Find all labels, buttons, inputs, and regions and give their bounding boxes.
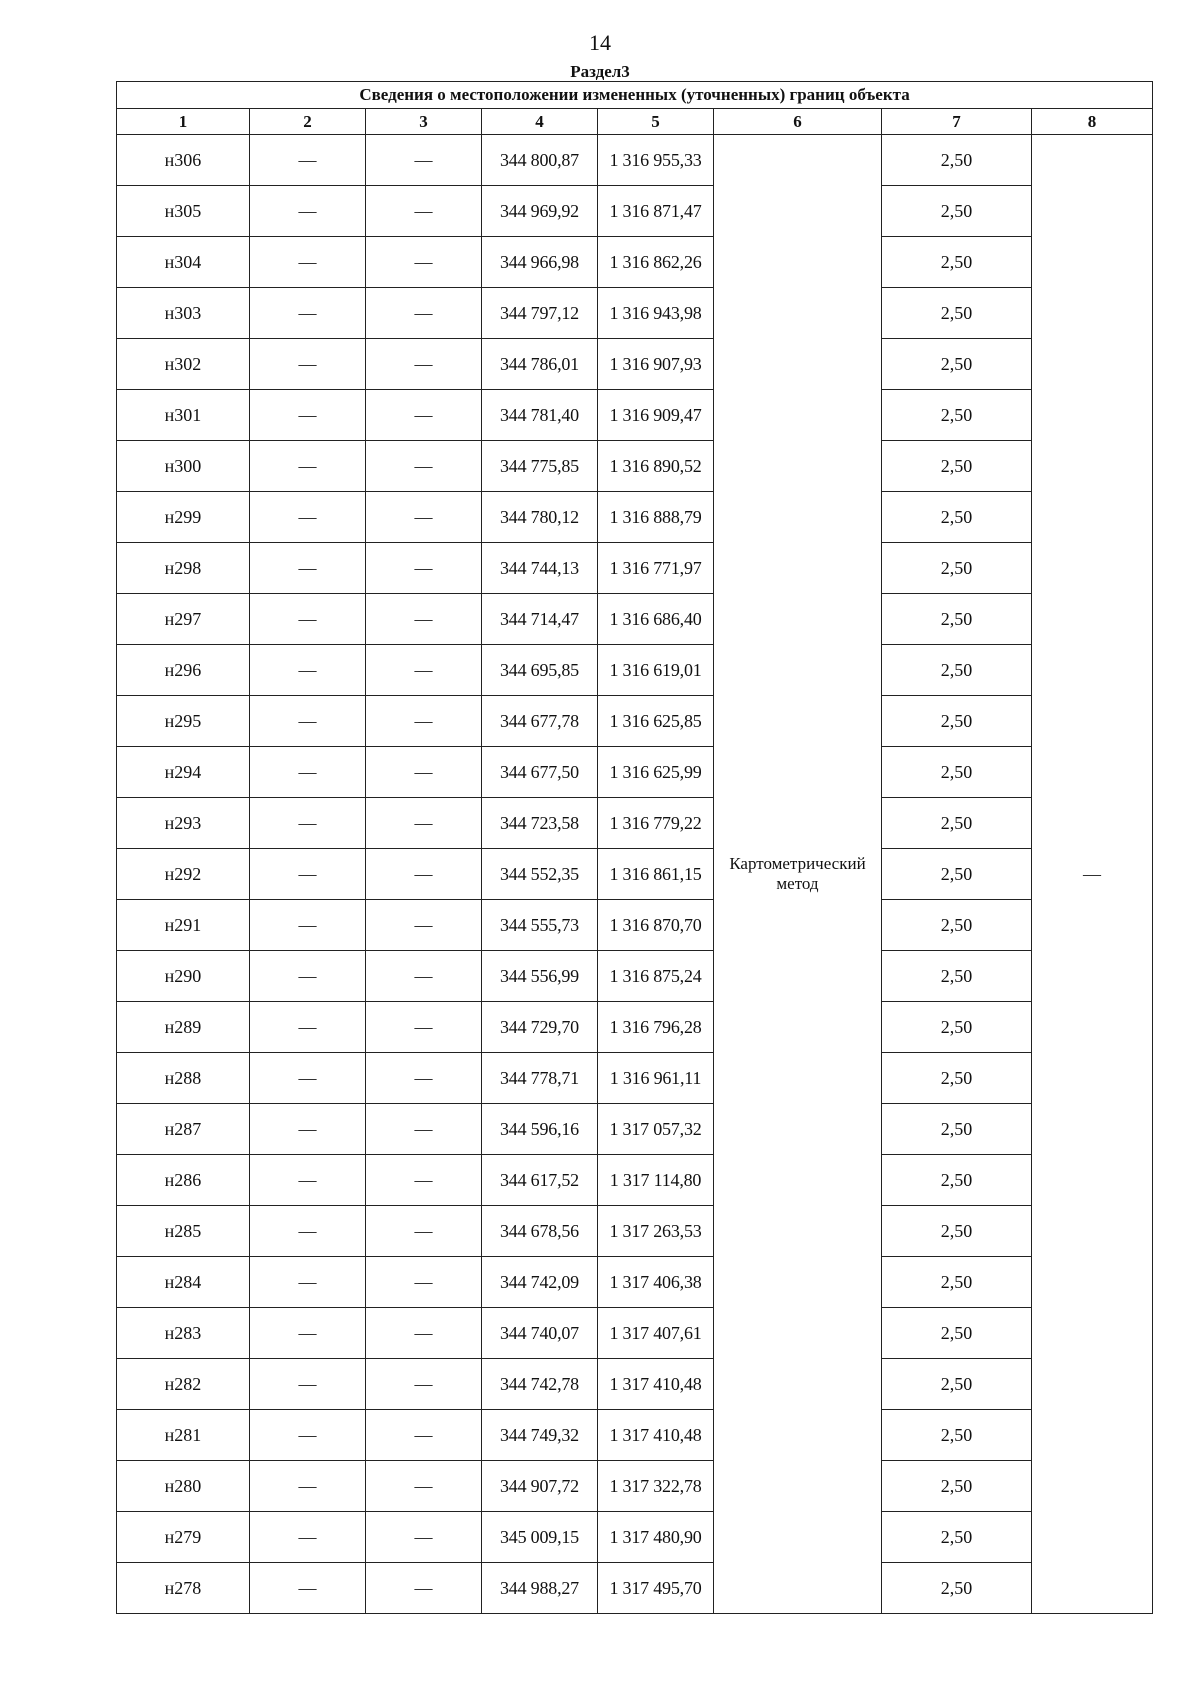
- y-coordinate-cell: 1 317 114,80: [598, 1155, 714, 1206]
- column-2-cell: —: [250, 747, 366, 798]
- column-2-cell: —: [250, 1257, 366, 1308]
- column-2-cell: —: [250, 1461, 366, 1512]
- column-3-cell: —: [366, 390, 482, 441]
- point-name-cell: н294: [117, 747, 250, 798]
- determination-method-cell: Картометрический метод: [714, 135, 882, 1614]
- column-number: 4: [482, 109, 598, 135]
- precision-cell: 2,50: [882, 849, 1032, 900]
- table-row: [117, 441, 1153, 492]
- x-coordinate-cell: 344 695,85: [482, 645, 598, 696]
- column-8-cell: —: [1032, 135, 1153, 1614]
- y-coordinate-cell: 1 316 871,47: [598, 186, 714, 237]
- precision-cell: 2,50: [882, 1410, 1032, 1461]
- precision-cell: 2,50: [882, 186, 1032, 237]
- column-3-cell: —: [366, 1053, 482, 1104]
- y-coordinate-cell: 1 316 625,85: [598, 696, 714, 747]
- y-coordinate-cell: 1 316 961,11: [598, 1053, 714, 1104]
- precision-cell: 2,50: [882, 1053, 1032, 1104]
- y-coordinate-cell: 1 316 779,22: [598, 798, 714, 849]
- x-coordinate-cell: 344 740,07: [482, 1308, 598, 1359]
- column-2-cell: —: [250, 849, 366, 900]
- table-title: Сведения о местоположении измененных (уточненных) границ объекта: [117, 82, 1153, 109]
- table-row: [117, 1359, 1153, 1410]
- y-coordinate-cell: 1 316 888,79: [598, 492, 714, 543]
- x-coordinate-cell: 344 555,73: [482, 900, 598, 951]
- column-3-cell: —: [366, 1104, 482, 1155]
- precision-cell: 2,50: [882, 1002, 1032, 1053]
- x-coordinate-cell: 344 780,12: [482, 492, 598, 543]
- table-row: [117, 594, 1153, 645]
- y-coordinate-cell: 1 316 943,98: [598, 288, 714, 339]
- point-name-cell: н293: [117, 798, 250, 849]
- table-row: [117, 798, 1153, 849]
- column-3-cell: —: [366, 900, 482, 951]
- table-row: [117, 288, 1153, 339]
- x-coordinate-cell: 344 907,72: [482, 1461, 598, 1512]
- column-3-cell: —: [366, 1206, 482, 1257]
- x-coordinate-cell: 344 966,98: [482, 237, 598, 288]
- column-2-cell: —: [250, 1359, 366, 1410]
- column-2-cell: —: [250, 1104, 366, 1155]
- column-number: 7: [882, 109, 1032, 135]
- y-coordinate-cell: 1 316 907,93: [598, 339, 714, 390]
- precision-cell: 2,50: [882, 1563, 1032, 1614]
- point-name-cell: н289: [117, 1002, 250, 1053]
- column-3-cell: —: [366, 1308, 482, 1359]
- column-3-cell: —: [366, 645, 482, 696]
- table-row: [117, 747, 1153, 798]
- column-3-cell: —: [366, 1155, 482, 1206]
- precision-cell: 2,50: [882, 1257, 1032, 1308]
- column-2-cell: —: [250, 339, 366, 390]
- point-name-cell: н295: [117, 696, 250, 747]
- section-heading: Раздел3: [570, 62, 630, 81]
- x-coordinate-cell: 344 729,70: [482, 1002, 598, 1053]
- column-2-cell: —: [250, 594, 366, 645]
- table-row: [117, 1410, 1153, 1461]
- column-2-cell: —: [250, 492, 366, 543]
- column-3-cell: —: [366, 492, 482, 543]
- y-coordinate-cell: 1 316 862,26: [598, 237, 714, 288]
- precision-cell: 2,50: [882, 594, 1032, 645]
- column-2-cell: —: [250, 1206, 366, 1257]
- x-coordinate-cell: 344 744,13: [482, 543, 598, 594]
- precision-cell: 2,50: [882, 951, 1032, 1002]
- column-3-cell: —: [366, 1002, 482, 1053]
- y-coordinate-cell: 1 317 495,70: [598, 1563, 714, 1614]
- point-name-cell: н297: [117, 594, 250, 645]
- point-name-cell: н284: [117, 1257, 250, 1308]
- point-name-cell: н278: [117, 1563, 250, 1614]
- column-2-cell: —: [250, 1002, 366, 1053]
- table-row: [117, 1206, 1153, 1257]
- y-coordinate-cell: 1 317 263,53: [598, 1206, 714, 1257]
- point-name-cell: н288: [117, 1053, 250, 1104]
- y-coordinate-cell: 1 316 771,97: [598, 543, 714, 594]
- y-coordinate-cell: 1 317 480,90: [598, 1512, 714, 1563]
- page-number: 14: [589, 30, 611, 55]
- table-body: [117, 135, 1153, 1614]
- column-number: 1: [117, 109, 250, 135]
- y-coordinate-cell: 1 316 796,28: [598, 1002, 714, 1053]
- point-name-cell: н281: [117, 1410, 250, 1461]
- precision-cell: 2,50: [882, 441, 1032, 492]
- column-2-cell: —: [250, 900, 366, 951]
- point-name-cell: н285: [117, 1206, 250, 1257]
- column-2-cell: —: [250, 798, 366, 849]
- column-2-cell: —: [250, 645, 366, 696]
- precision-cell: 2,50: [882, 798, 1032, 849]
- point-name-cell: н283: [117, 1308, 250, 1359]
- table-row: [117, 645, 1153, 696]
- column-2-cell: —: [250, 696, 366, 747]
- column-numbers-row: [117, 109, 1153, 135]
- column-2-cell: —: [250, 1410, 366, 1461]
- point-name-cell: н303: [117, 288, 250, 339]
- table-row: [117, 135, 1153, 186]
- point-name-cell: н301: [117, 390, 250, 441]
- column-3-cell: —: [366, 441, 482, 492]
- x-coordinate-cell: 344 556,99: [482, 951, 598, 1002]
- column-2-cell: —: [250, 390, 366, 441]
- x-coordinate-cell: 344 800,87: [482, 135, 598, 186]
- x-coordinate-cell: 344 969,92: [482, 186, 598, 237]
- point-name-cell: н302: [117, 339, 250, 390]
- column-3-cell: —: [366, 186, 482, 237]
- column-number: 6: [714, 109, 882, 135]
- precision-cell: 2,50: [882, 492, 1032, 543]
- column-3-cell: —: [366, 237, 482, 288]
- x-coordinate-cell: 344 749,32: [482, 1410, 598, 1461]
- y-coordinate-cell: 1 316 861,15: [598, 849, 714, 900]
- point-name-cell: н298: [117, 543, 250, 594]
- column-2-cell: —: [250, 1155, 366, 1206]
- precision-cell: 2,50: [882, 1461, 1032, 1512]
- x-coordinate-cell: 344 988,27: [482, 1563, 598, 1614]
- precision-cell: 2,50: [882, 543, 1032, 594]
- point-name-cell: н299: [117, 492, 250, 543]
- y-coordinate-cell: 1 316 870,70: [598, 900, 714, 951]
- point-name-cell: н286: [117, 1155, 250, 1206]
- y-coordinate-cell: 1 316 625,99: [598, 747, 714, 798]
- y-coordinate-cell: 1 316 909,47: [598, 390, 714, 441]
- precision-cell: 2,50: [882, 135, 1032, 186]
- x-coordinate-cell: 344 723,58: [482, 798, 598, 849]
- point-name-cell: н291: [117, 900, 250, 951]
- column-2-cell: —: [250, 951, 366, 1002]
- precision-cell: 2,50: [882, 1104, 1032, 1155]
- column-2-cell: —: [250, 237, 366, 288]
- column-2-cell: —: [250, 1308, 366, 1359]
- column-3-cell: —: [366, 543, 482, 594]
- y-coordinate-cell: 1 316 619,01: [598, 645, 714, 696]
- precision-cell: 2,50: [882, 339, 1032, 390]
- point-name-cell: н280: [117, 1461, 250, 1512]
- x-coordinate-cell: 344 678,56: [482, 1206, 598, 1257]
- y-coordinate-cell: 1 316 875,24: [598, 951, 714, 1002]
- table-row: [117, 1512, 1153, 1563]
- y-coordinate-cell: 1 316 955,33: [598, 135, 714, 186]
- column-3-cell: —: [366, 135, 482, 186]
- y-coordinate-cell: 1 317 407,61: [598, 1308, 714, 1359]
- point-name-cell: н282: [117, 1359, 250, 1410]
- column-3-cell: —: [366, 1257, 482, 1308]
- x-coordinate-cell: 344 714,47: [482, 594, 598, 645]
- x-coordinate-cell: 344 778,71: [482, 1053, 598, 1104]
- precision-cell: 2,50: [882, 1308, 1032, 1359]
- y-coordinate-cell: 1 317 406,38: [598, 1257, 714, 1308]
- table-row: [117, 1461, 1153, 1512]
- table-row: [117, 1563, 1153, 1614]
- table-row: [117, 1155, 1153, 1206]
- precision-cell: 2,50: [882, 390, 1032, 441]
- x-coordinate-cell: 344 617,52: [482, 1155, 598, 1206]
- column-3-cell: —: [366, 1563, 482, 1614]
- table-row: [117, 1104, 1153, 1155]
- column-2-cell: —: [250, 1563, 366, 1614]
- precision-cell: 2,50: [882, 237, 1032, 288]
- y-coordinate-cell: 1 317 410,48: [598, 1359, 714, 1410]
- point-name-cell: н279: [117, 1512, 250, 1563]
- column-2-cell: —: [250, 135, 366, 186]
- point-name-cell: н300: [117, 441, 250, 492]
- precision-cell: 2,50: [882, 747, 1032, 798]
- table-row: [117, 339, 1153, 390]
- x-coordinate-cell: 344 797,12: [482, 288, 598, 339]
- point-name-cell: н287: [117, 1104, 250, 1155]
- column-3-cell: —: [366, 798, 482, 849]
- column-3-cell: —: [366, 1461, 482, 1512]
- x-coordinate-cell: 344 786,01: [482, 339, 598, 390]
- column-2-cell: —: [250, 288, 366, 339]
- table-row: [117, 1308, 1153, 1359]
- column-3-cell: —: [366, 339, 482, 390]
- precision-cell: 2,50: [882, 288, 1032, 339]
- point-name-cell: н306: [117, 135, 250, 186]
- column-3-cell: —: [366, 1359, 482, 1410]
- column-3-cell: —: [366, 849, 482, 900]
- y-coordinate-cell: 1 316 686,40: [598, 594, 714, 645]
- table-row: [117, 543, 1153, 594]
- column-2-cell: —: [250, 441, 366, 492]
- column-3-cell: —: [366, 1512, 482, 1563]
- x-coordinate-cell: 344 742,78: [482, 1359, 598, 1410]
- table-row: [117, 1002, 1153, 1053]
- column-3-cell: —: [366, 594, 482, 645]
- table-row: [117, 237, 1153, 288]
- x-coordinate-cell: 344 677,50: [482, 747, 598, 798]
- column-3-cell: —: [366, 1410, 482, 1461]
- x-coordinate-cell: 345 009,15: [482, 1512, 598, 1563]
- table-row: [117, 900, 1153, 951]
- table-row: [117, 1053, 1153, 1104]
- column-number: 5: [598, 109, 714, 135]
- point-name-cell: н304: [117, 237, 250, 288]
- precision-cell: 2,50: [882, 1206, 1032, 1257]
- table-title-row: [117, 82, 1153, 109]
- x-coordinate-cell: 344 677,78: [482, 696, 598, 747]
- point-name-cell: н305: [117, 186, 250, 237]
- table-row: [117, 186, 1153, 237]
- column-2-cell: —: [250, 1053, 366, 1104]
- precision-cell: 2,50: [882, 696, 1032, 747]
- x-coordinate-cell: 344 775,85: [482, 441, 598, 492]
- table-row: [117, 951, 1153, 1002]
- table-row: [117, 492, 1153, 543]
- column-number: 2: [250, 109, 366, 135]
- y-coordinate-cell: 1 317 057,32: [598, 1104, 714, 1155]
- column-3-cell: —: [366, 747, 482, 798]
- precision-cell: 2,50: [882, 1512, 1032, 1563]
- precision-cell: 2,50: [882, 1155, 1032, 1206]
- column-2-cell: —: [250, 186, 366, 237]
- x-coordinate-cell: 344 552,35: [482, 849, 598, 900]
- x-coordinate-cell: 344 596,16: [482, 1104, 598, 1155]
- table-row: [117, 849, 1153, 900]
- column-3-cell: —: [366, 288, 482, 339]
- column-2-cell: —: [250, 543, 366, 594]
- point-name-cell: н292: [117, 849, 250, 900]
- column-2-cell: —: [250, 1512, 366, 1563]
- y-coordinate-cell: 1 317 322,78: [598, 1461, 714, 1512]
- table-row: [117, 1257, 1153, 1308]
- point-name-cell: н290: [117, 951, 250, 1002]
- x-coordinate-cell: 344 742,09: [482, 1257, 598, 1308]
- point-name-cell: н296: [117, 645, 250, 696]
- precision-cell: 2,50: [882, 900, 1032, 951]
- column-3-cell: —: [366, 696, 482, 747]
- column-number: 3: [366, 109, 482, 135]
- table-row: [117, 390, 1153, 441]
- column-3-cell: —: [366, 951, 482, 1002]
- precision-cell: 2,50: [882, 645, 1032, 696]
- boundary-coordinates-table: [116, 81, 1153, 1614]
- table-row: [117, 696, 1153, 747]
- y-coordinate-cell: 1 316 890,52: [598, 441, 714, 492]
- x-coordinate-cell: 344 781,40: [482, 390, 598, 441]
- column-number: 8: [1032, 109, 1153, 135]
- y-coordinate-cell: 1 317 410,48: [598, 1410, 714, 1461]
- precision-cell: 2,50: [882, 1359, 1032, 1410]
